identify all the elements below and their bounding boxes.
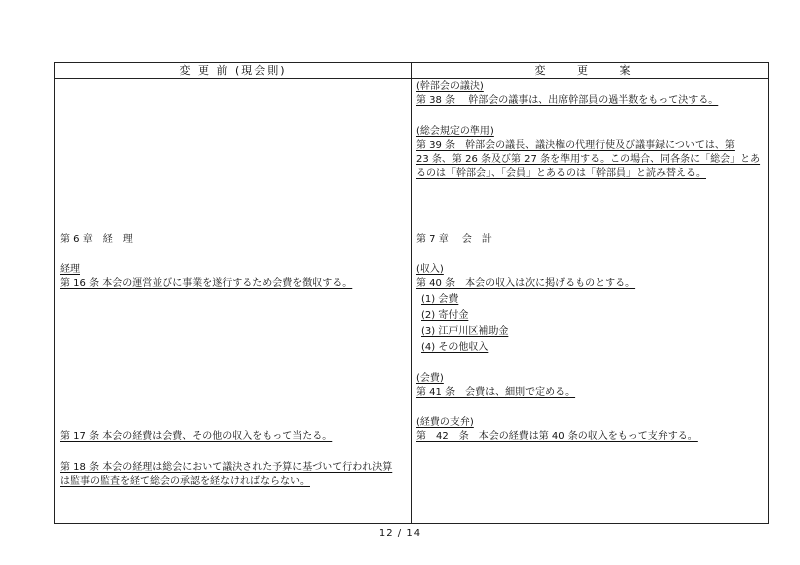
left-article-17: 第 17 条 本会の経費は会費、その他の収入をもって当たる。: [60, 431, 333, 442]
right-heading-decision: (幹部会の議決): [416, 81, 484, 92]
income-item: (4) その他収入: [421, 342, 489, 353]
left-article-18-line1: 第 18 条 本会の経理は総会において議決された予算に基づいて行われ決算: [60, 462, 393, 473]
right-heading-fee: (会費): [416, 373, 444, 384]
left-article-16: 第 16 条 本会の運営並びに事業を遂行するため会費を徴収する。: [60, 278, 353, 289]
left-article-18-line2: は監事の監査を経て総会の承認を経なければならない。: [60, 476, 310, 487]
column-header-proposal: 変 更 案: [411, 63, 768, 79]
left-chapter-heading: 第 6 章 経 理: [60, 234, 133, 245]
right-article-42: 第 42 条 本会の経費は第 40 条の収入をもって支弁する。: [416, 431, 698, 442]
income-item: (3) 江戸川区補助金: [421, 326, 509, 337]
column-header-before: 変 更 前 (現会則): [55, 63, 411, 79]
income-item: (1) 会費: [421, 294, 459, 305]
right-article-41: 第 41 条 会費は、細則で定める。: [416, 387, 576, 398]
right-article-39-line1: 第 39 条 幹部会の議長、議決権の代理行使及び議事録については、第: [416, 140, 735, 151]
page-number: 12 / 14: [378, 528, 422, 539]
right-heading-apply: (総会規定の準用): [416, 126, 494, 137]
right-article-38: 第 38 条 幹部会の議事は、出席幹部員の過半数をもって決する。: [416, 95, 719, 106]
comparison-table: [54, 62, 769, 524]
right-heading-expense: (経費の支弁): [416, 417, 474, 428]
column-divider: [411, 63, 412, 523]
right-heading-income: (収入): [416, 264, 444, 275]
right-article-39-line3: るのは「幹部会」、「会員」とあるのは「幹部員」と読み替える。: [416, 168, 706, 179]
right-article-40: 第 40 条 本会の収入は次に掲げるものとする。: [416, 278, 636, 289]
right-article-39-line2: 23 条、第 26 条及び第 27 条を準用する。この場合、同各条に「総会」とあ: [416, 154, 761, 165]
income-item: (2) 寄付金: [421, 310, 469, 321]
right-chapter-heading: 第 7 章 会 計: [416, 234, 492, 245]
left-keiri-heading: 経理: [60, 264, 80, 275]
